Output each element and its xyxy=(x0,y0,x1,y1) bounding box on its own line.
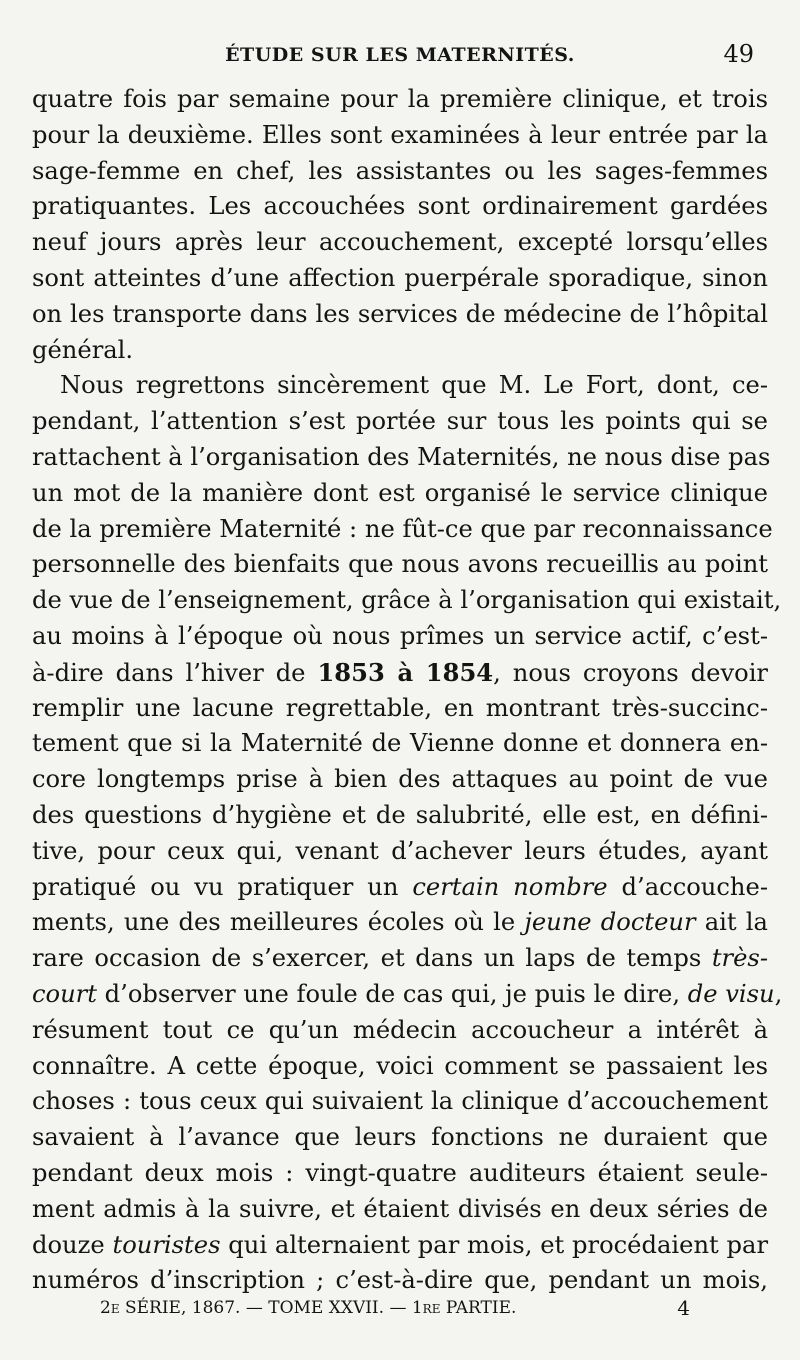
italic-phrase: jeune docteur xyxy=(524,908,696,937)
text-line: numéros d’inscription ; c’est-à-dire que, pendant un mois, xyxy=(32,1266,768,1295)
text-line: pour la deuxième. Elles sont examinées à leur entrée par la xyxy=(32,120,768,149)
text-run: d’observer une foule de cas qui, je puis le dire, xyxy=(96,979,688,1008)
body-text xyxy=(32,82,783,1299)
text-line xyxy=(32,655,768,691)
running-title: ÉTUDE SUR LES MATERNITÉS. xyxy=(225,44,575,66)
text-run: pratiqué ou vu pratiquer un xyxy=(32,872,413,901)
page-footer xyxy=(100,1296,690,1326)
signature-mark: 4 xyxy=(677,1296,690,1320)
text-line: tive, pour ceux qui, venant d’achever leurs études, ayant xyxy=(32,836,768,865)
italic-phrase: de visu xyxy=(687,979,775,1008)
text-line: rattachent à l’organisation des Maternités, ne nous dise pas xyxy=(32,442,771,471)
text-run: douze xyxy=(32,1230,113,1259)
text-run: à-dire dans l’hiver de xyxy=(32,658,318,687)
text-line: de vue de l’enseignement, grâce à l’organisation qui existait, xyxy=(32,586,782,615)
page-number: 49 xyxy=(723,40,754,68)
italic-phrase: touristes xyxy=(112,1230,221,1259)
text-run: ments, une des meilleures écoles où le xyxy=(32,908,525,937)
text-line: neuf jours après leur accouchement, excepté lorsqu’elles xyxy=(32,228,768,257)
text-line xyxy=(32,941,768,977)
text-line: un mot de la manière dont est organisé le service clinique xyxy=(32,478,768,507)
text-line: savaient à l’avance que leurs fonctions ne duraient que xyxy=(32,1123,768,1152)
text-line: remplir une lacune regrettable, en montrant très-succinc- xyxy=(32,693,768,722)
text-line: quatre fois par semaine pour la première clinique, et trois xyxy=(32,85,768,113)
text-line: choses : tous ceux qui suivaient la clinique d’accouchement xyxy=(32,1087,768,1116)
text-line: des questions d’hygiène et de salubrité, elle est, en défini- xyxy=(32,800,768,829)
italic-phrase: court xyxy=(32,979,97,1008)
text-line: résument tout ce qu’un médecin accoucheur a intérêt à xyxy=(32,1015,768,1044)
text-line xyxy=(32,1228,768,1264)
text-run: , nous croyons devoir xyxy=(493,658,768,687)
text-line: de la première Maternité : ne fût-ce que par reconnaissance xyxy=(32,514,773,543)
text-line: au moins à l’époque où nous prîmes un service actif, c’est- xyxy=(32,621,768,650)
text-line: tement que si la Maternité de Vienne donne et donnera en- xyxy=(32,729,768,758)
text-line: personnelle des bienfaits que nous avons recueillis au point xyxy=(32,550,768,579)
text-run: d’accouche- xyxy=(607,872,768,901)
text-run: ait la xyxy=(695,908,768,937)
text-run: , xyxy=(774,979,783,1008)
text-line: core longtemps prise à bien des attaques au point de vue xyxy=(32,765,768,794)
text-line: on les transporte dans les services de médecine de l’hôpital xyxy=(32,299,768,328)
text-line: sont atteintes d’une affection puerpérale sporadique, sinon xyxy=(32,263,768,292)
text-line: pendant deux mois : vingt-quatre auditeurs étaient seule- xyxy=(32,1158,768,1187)
text-line: Nous regrettons sincèrement que M. Le Fort, dont, ce- xyxy=(60,371,768,400)
italic-phrase: certain nombre xyxy=(412,872,608,901)
text-line: connaître. A cette époque, voici comment se passaient les xyxy=(32,1051,768,1080)
series-note: 2e SÉRIE, 1867. — TOME XXVII. — 1re PARTIE. xyxy=(100,1298,517,1318)
text-line xyxy=(32,977,783,1013)
text-line xyxy=(32,870,768,906)
text-line: pratiquantes. Les accouchées sont ordinairement gardées xyxy=(32,192,768,221)
text-line: ment admis à la suivre, et étaient divisés en deux séries de xyxy=(32,1194,768,1223)
text-line: général. xyxy=(32,335,134,364)
emphasized-years: 1853 à 1854 xyxy=(317,657,494,687)
page-header xyxy=(40,40,760,76)
italic-phrase: très- xyxy=(711,944,768,973)
text-run: rare occasion de s’exercer, et dans un laps de temps xyxy=(32,944,712,973)
text-line: pendant, l’attention s’est portée sur tous les points qui se xyxy=(32,407,768,436)
text-run: qui alternaient par mois, et procédaient par xyxy=(220,1230,769,1259)
text-line: sage-femme en chef, les assistantes ou les sages-femmes xyxy=(32,156,768,185)
text-line xyxy=(32,905,768,941)
